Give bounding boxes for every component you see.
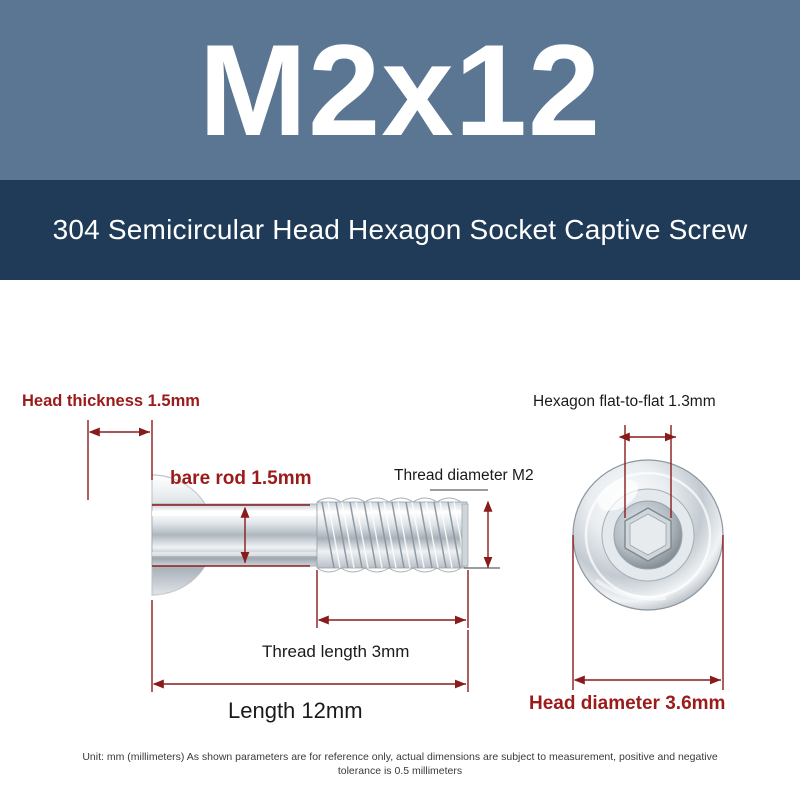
screw-head-top-view [573, 460, 723, 610]
label-bare-rod: bare rod 1.5mm [170, 468, 312, 489]
diagram-graphics [0, 280, 800, 800]
footnote-text: Unit: mm (millimeters) As shown parameters are for reference only, actual dimensions are subject to measurement, positive and negative tolerance is 0.5 millimeters [82, 751, 718, 778]
label-overall-length: Length 12mm [228, 698, 363, 723]
dim-head-thickness [88, 420, 152, 500]
label-thread-length: Thread length 3mm [262, 642, 410, 661]
label-head-diameter: Head diameter 3.6mm [529, 693, 726, 714]
page-subtitle: 304 Semicircular Head Hexagon Socket Captive Screw [52, 214, 748, 245]
screw-shank [152, 504, 317, 566]
screw-thread [317, 498, 468, 572]
header-title-banner [0, 0, 800, 180]
page-title: M2x12 [198, 17, 602, 163]
label-thread-diameter: Thread diameter M2 [394, 467, 534, 484]
screw-diagram [0, 280, 800, 800]
label-hexagon-flat-to-flat: Hexagon flat-to-flat 1.3mm [533, 393, 716, 410]
dim-thread-length [317, 570, 468, 628]
label-head-thickness: Head thickness 1.5mm [22, 392, 200, 410]
header-subtitle-banner [0, 180, 800, 280]
